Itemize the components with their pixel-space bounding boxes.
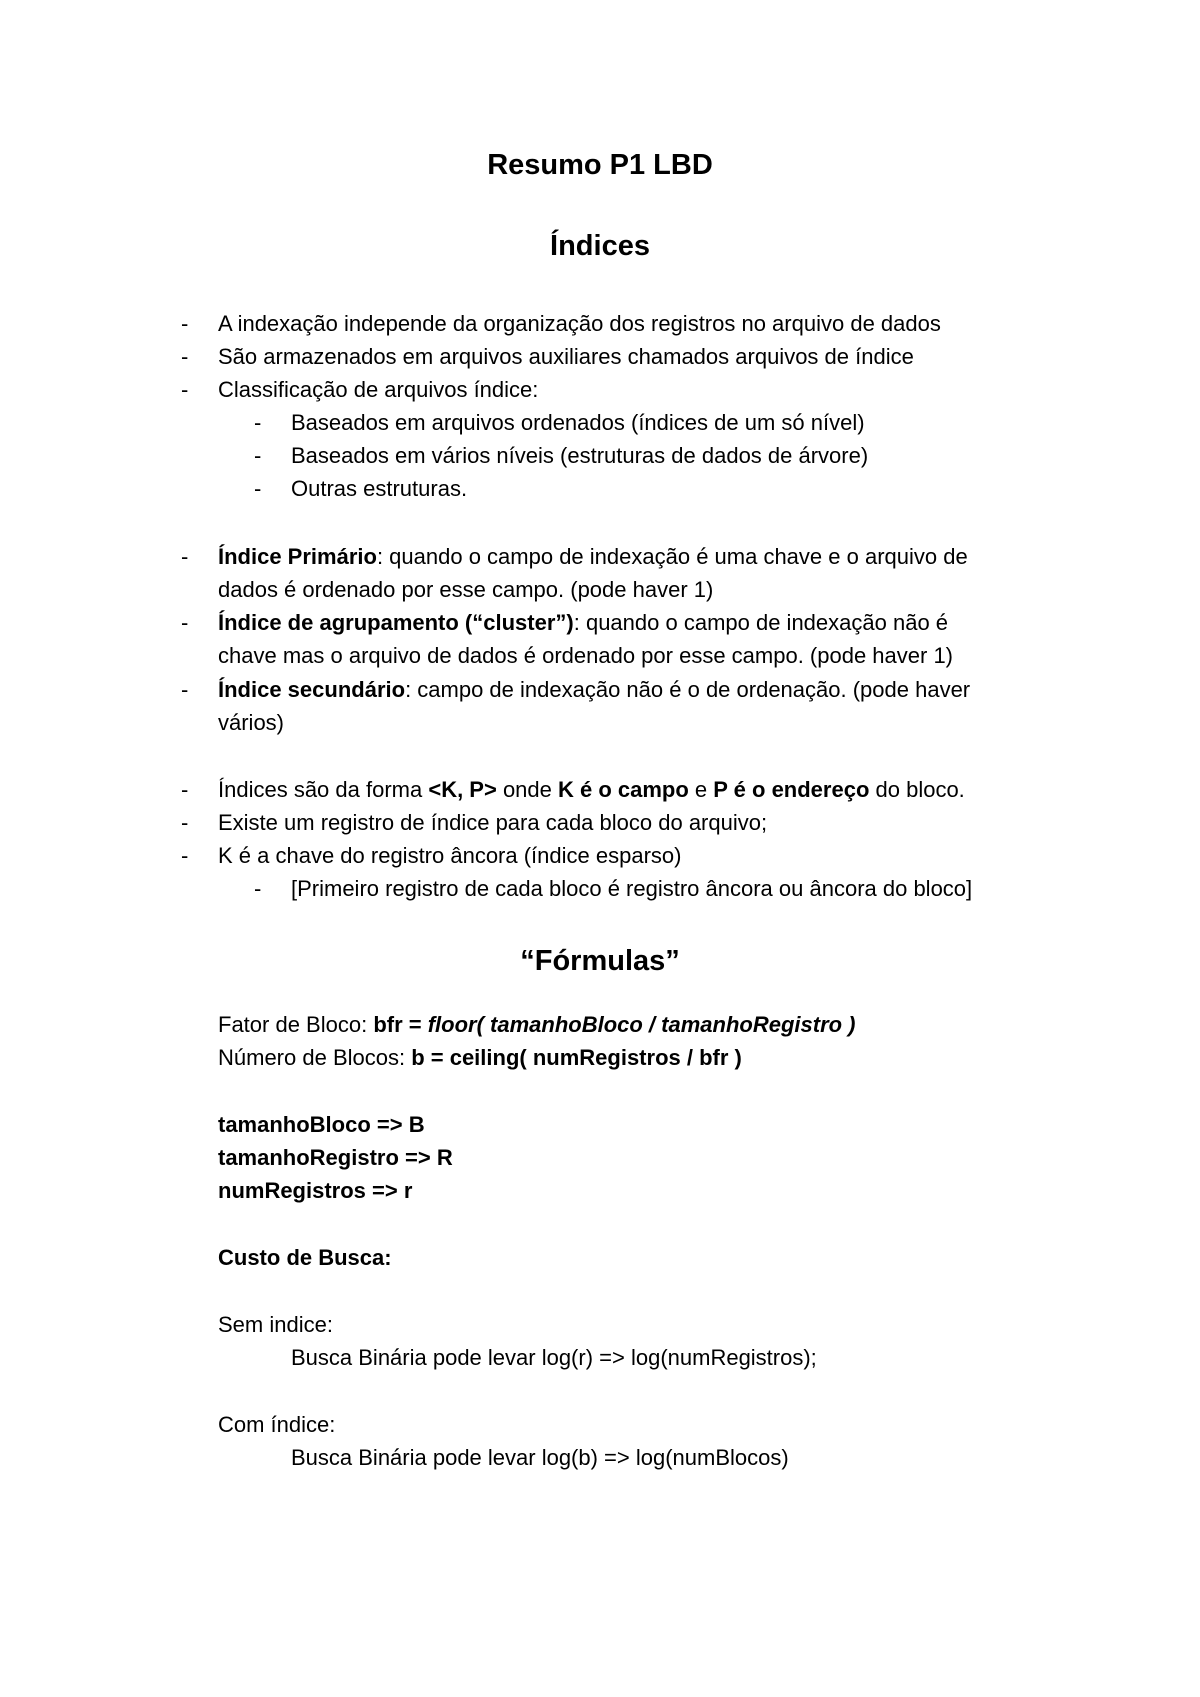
- sub-list-item: Outras estruturas.: [291, 476, 468, 501]
- index-cluster-desc: : quando o campo de indexação não é: [573, 610, 949, 635]
- form-onde: onde: [496, 777, 558, 802]
- variable-def: numRegistros => r: [218, 1178, 413, 1203]
- page-title: Resumo P1 LBD: [487, 149, 713, 181]
- index-primary-line2: dados é ordenado por esse campo. (pode haver 1): [218, 577, 714, 602]
- custo-com-label: Com índice:: [218, 1412, 336, 1437]
- index-cluster-line2: chave mas o arquivo de dados é ordenado por esse campo. (pode haver 1): [218, 643, 954, 668]
- bullet-dash: -: [181, 311, 189, 336]
- formula-numblocos-label: Número de Blocos:: [218, 1045, 412, 1070]
- formula-numblocos: [218, 1043, 742, 1073]
- index-secondary-desc: : campo de indexação não é o de ordenação. (pode haver: [405, 677, 971, 702]
- formula-numblocos-expr: b = ceiling( numRegistros / bfr ): [411, 1045, 742, 1070]
- sub-bullet-dash: -: [254, 476, 262, 501]
- sub-list-item: Baseados em vários níveis (estruturas de dados de árvore): [291, 443, 869, 468]
- index-primary-desc: : quando o campo de indexação é uma chave e o arquivo de: [376, 544, 968, 569]
- formula-fator-label: Fator de Bloco:: [218, 1012, 374, 1037]
- section-heading-indices: Índices: [550, 230, 650, 262]
- form-p: P é o endereço: [713, 777, 870, 802]
- list-item: A indexação independe da organização dos registros no arquivo de dados: [218, 311, 941, 336]
- sub-list-item: Baseados em arquivos ordenados (índices de um só nível): [291, 410, 865, 435]
- custo-sem-label: Sem indice:: [218, 1312, 333, 1337]
- list-item: Existe um registro de índice para cada bloco do arquivo;: [218, 810, 768, 835]
- section-heading-formulas: “Fórmulas”: [520, 945, 680, 977]
- form-prefix: Índices são da forma: [218, 777, 429, 802]
- custo-sem-detail: Busca Binária pode levar log(r) => log(numRegistros);: [291, 1345, 817, 1370]
- index-secondary-line1: [218, 675, 970, 705]
- bullet-dash: -: [181, 377, 189, 402]
- form-k: K é o campo: [558, 777, 689, 802]
- index-primary-line1: [218, 542, 968, 572]
- form-kp: <K, P>: [428, 777, 497, 802]
- index-secondary-term: Índice secundário: [218, 677, 406, 702]
- list-item: São armazenados em arquivos auxiliares chamados arquivos de índice: [218, 344, 914, 369]
- index-cluster-line1: [218, 608, 948, 638]
- index-cluster-term: Índice de agrupamento (“cluster”): [218, 610, 574, 635]
- bullet-dash: -: [181, 344, 189, 369]
- index-primary-term: Índice Primário: [218, 544, 377, 569]
- formula-fator: [218, 1010, 856, 1040]
- bullet-dash: -: [181, 677, 189, 702]
- variable-def: tamanhoBloco => B: [218, 1112, 425, 1137]
- index-secondary-line2: vários): [218, 710, 285, 735]
- custo-com-detail: Busca Binária pode levar log(b) => log(numBlocos): [291, 1445, 789, 1470]
- list-item: Classificação de arquivos índice:: [218, 377, 539, 402]
- bullet-dash: -: [181, 610, 189, 635]
- variable-def: tamanhoRegistro => R: [218, 1145, 453, 1170]
- list-item: K é a chave do registro âncora (índice esparso): [218, 843, 682, 868]
- formula-fator-bfr: bfr =: [373, 1012, 428, 1037]
- bullet-dash: -: [181, 843, 189, 868]
- index-form-line: [218, 775, 965, 805]
- formula-fator-expr: floor( tamanhoBloco / tamanhoRegistro ): [427, 1012, 856, 1037]
- bullet-dash: -: [181, 810, 189, 835]
- sub-bullet-dash: -: [254, 443, 262, 468]
- sub-list-item: [Primeiro registro de cada bloco é registro âncora ou âncora do bloco]: [291, 876, 973, 901]
- sub-bullet-dash: -: [254, 410, 262, 435]
- form-suffix: do bloco.: [869, 777, 965, 802]
- bullet-dash: -: [181, 544, 189, 569]
- sub-bullet-dash: -: [254, 876, 262, 901]
- custo-heading: Custo de Busca:: [218, 1245, 392, 1270]
- form-e: e: [688, 777, 714, 802]
- bullet-dash: -: [181, 777, 189, 802]
